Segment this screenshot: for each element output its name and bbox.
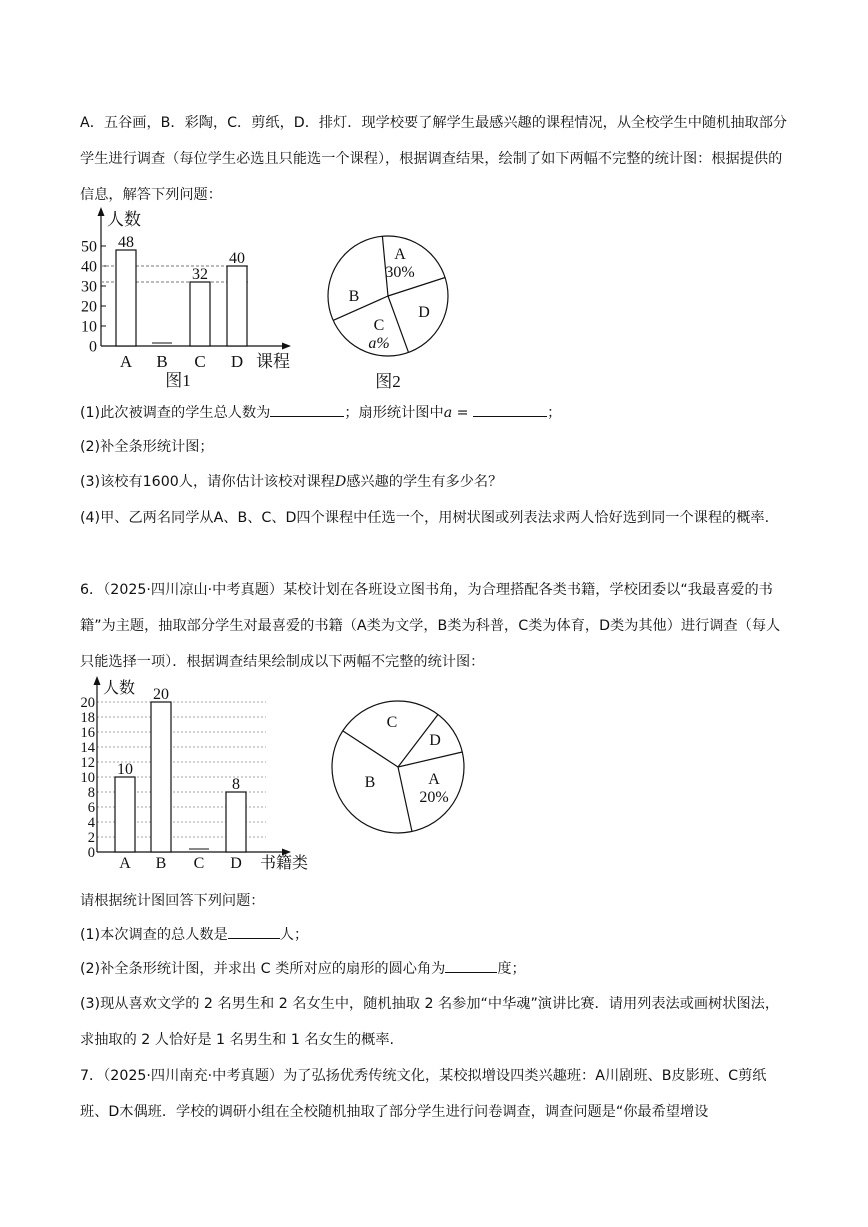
fig2-divider xyxy=(388,296,409,352)
fig1-category-label: C xyxy=(194,352,206,371)
q6-category-label: B xyxy=(155,855,167,872)
q6-part1 xyxy=(80,924,308,946)
q6-category-label: C xyxy=(193,855,205,872)
q6-part2-end: 度； xyxy=(497,961,526,977)
q5-part3-text2: 感兴趣的学生有多少名？ xyxy=(346,474,503,490)
q6-ytick-label: 20 xyxy=(80,695,95,711)
q6-data-label: 20 xyxy=(153,686,169,703)
q6-bar xyxy=(151,702,171,852)
fig1-data-label: 48 xyxy=(118,234,134,251)
fig2-label-c: C xyxy=(373,317,385,334)
fig2-label-a: A xyxy=(394,246,406,263)
q5-part3 xyxy=(80,471,502,493)
pie-chart-q6 xyxy=(330,700,470,840)
fig1-bar xyxy=(227,266,247,346)
q6-divider xyxy=(398,767,412,832)
answer-blank xyxy=(228,924,280,939)
pie-chart-fig2 xyxy=(322,230,462,400)
q6-value-a: 20% xyxy=(419,789,449,806)
q6-ytick-label: 4 xyxy=(87,815,95,831)
fig1-ytick-label: 40 xyxy=(81,258,97,276)
q6-ytick-label: 10 xyxy=(80,770,95,786)
q5-part1 xyxy=(80,402,561,424)
q6-category-label: A xyxy=(119,855,131,872)
q5-part1-end: ； xyxy=(547,405,562,421)
answer-blank xyxy=(445,958,497,973)
q6-ytick-label: 2 xyxy=(87,830,95,846)
fig1-category-label: D xyxy=(230,352,244,371)
var-d: D xyxy=(334,474,347,490)
fig2-label-d: D xyxy=(418,304,430,321)
q6-data-label: 10 xyxy=(117,761,133,778)
q6-label-c: C xyxy=(386,714,398,731)
intro-paragraph: A．五谷画，B．彩陶，C．剪纸，D．排灯．现学校要了解学生最感兴趣的课程情况，从全校学生中随机抽取部分学生进行调查（每位学生必选且只能选一个课程），根据调查结果，绘制了如下两幅不完整的统计图：根据提供的信息，解答下列问题： xyxy=(80,115,788,203)
q6-part1-text: (1)本次调查的总人数是 xyxy=(80,927,228,943)
var-a: a xyxy=(443,405,453,421)
fig1-ytick-label: 0 xyxy=(89,338,97,356)
fig1-ylabel: 人数 xyxy=(107,210,141,229)
q6-ytick-label: 8 xyxy=(87,785,95,801)
answer-blank xyxy=(270,402,344,417)
q5-part1-text2: ；扇形统计图中 xyxy=(344,405,444,421)
fig1-bar xyxy=(116,250,136,346)
fig2-value-c: a% xyxy=(368,335,390,352)
q6-xlabel: 书籍类 xyxy=(260,855,309,872)
fig1-ytick-label: 20 xyxy=(81,298,97,316)
q5-part4: (4)甲、乙两名同学从A、B、C、D四个课程中任选一个，用树状图或列表法求两人恰好选到同一个课程的概率. xyxy=(80,510,770,526)
q6-label-a: A xyxy=(428,771,440,788)
q6-part2-text: (2)补全条形统计图，并求出 C 类所对应的扇形的圆心角为 xyxy=(80,961,446,977)
q6-ytick-label: 18 xyxy=(80,710,95,726)
fig1-category-label: A xyxy=(119,352,133,371)
q6-ytick-label: 14 xyxy=(80,740,95,756)
q6-ytick-label: 12 xyxy=(80,755,95,771)
answer-blank xyxy=(473,402,547,417)
q6-category-label: D xyxy=(230,855,242,872)
q6-bar xyxy=(115,777,135,852)
fig2-value-a: 30% xyxy=(385,264,415,281)
fig1-ytick-label: 10 xyxy=(81,318,97,336)
fig1-category-label: B xyxy=(156,352,168,371)
q6-prompt: 请根据统计图回答下列问题： xyxy=(80,893,265,909)
q6-ylabel: 人数 xyxy=(103,680,136,697)
q6-label-b: B xyxy=(364,774,376,791)
q6-part3: (3)现从喜欢文学的 2 名男生和 2 名女生中，随机抽取 2 名参加“中华魂”演讲比赛．请用列表法或画树状图法，求抽取的 2 人恰好是 1 名男生和 1 名女生的概率. xyxy=(80,996,780,1048)
q6-part2 xyxy=(80,958,526,980)
q5-part3-text: (3)该校有1600人，请你估计该校对课程 xyxy=(80,474,335,490)
q6-bar xyxy=(226,792,246,852)
fig1-data-label: 40 xyxy=(229,250,245,267)
bar-chart-q6 xyxy=(70,672,320,880)
q7-stem: 7．（2025·四川南充·中考真题）为了弘扬优秀传统文化，某校拟增设四类兴趣班：A川剧班、B皮影班、C剪纸班、D木偶班．学校的调研小组在全校随机抽取了部分学生进行问卷调查，调查问题是“你最希望增设 xyxy=(80,1068,767,1120)
q6-ytick-label: 16 xyxy=(80,725,95,741)
q5-part2: (2)补全条形统计图； xyxy=(80,439,214,455)
fig1-ytick-label: 30 xyxy=(81,278,97,296)
fig1-bar xyxy=(190,282,210,346)
q6-ytick-label: 6 xyxy=(87,800,95,816)
q6-divider xyxy=(343,731,398,767)
fig1-ytick-label: 50 xyxy=(81,238,97,256)
fig1-title: 图1 xyxy=(165,371,191,390)
q5-part1-eq: = xyxy=(452,405,474,421)
q5-part1-text: (1)此次被调查的学生总人数为 xyxy=(80,405,271,421)
q6-part1-end: 人； xyxy=(279,927,309,943)
q6-stem: 6．（2025·四川凉山·中考真题）某校计划在各班设立图书角，为合理搭配各类书籍，学校团委以“我最喜爱的书籍”为主题，抽取部分学生对最喜爱的书籍（A类为文学，B类为科普，C类为体育，D类为其他）进行调查（每人只能选择一项）．根据调查结果绘制成以下两幅不完整的统计图： xyxy=(80,582,781,670)
fig1-xlabel: 课程 xyxy=(256,352,290,371)
fig1-data-label: 32 xyxy=(192,266,208,283)
fig2-title: 图2 xyxy=(375,372,401,391)
q6-ytick-label: 0 xyxy=(87,845,95,861)
q6-label-d: D xyxy=(429,732,441,749)
q6-data-label: 8 xyxy=(232,776,240,793)
bar-chart-fig1 xyxy=(70,205,310,395)
fig2-label-b: B xyxy=(348,288,360,305)
